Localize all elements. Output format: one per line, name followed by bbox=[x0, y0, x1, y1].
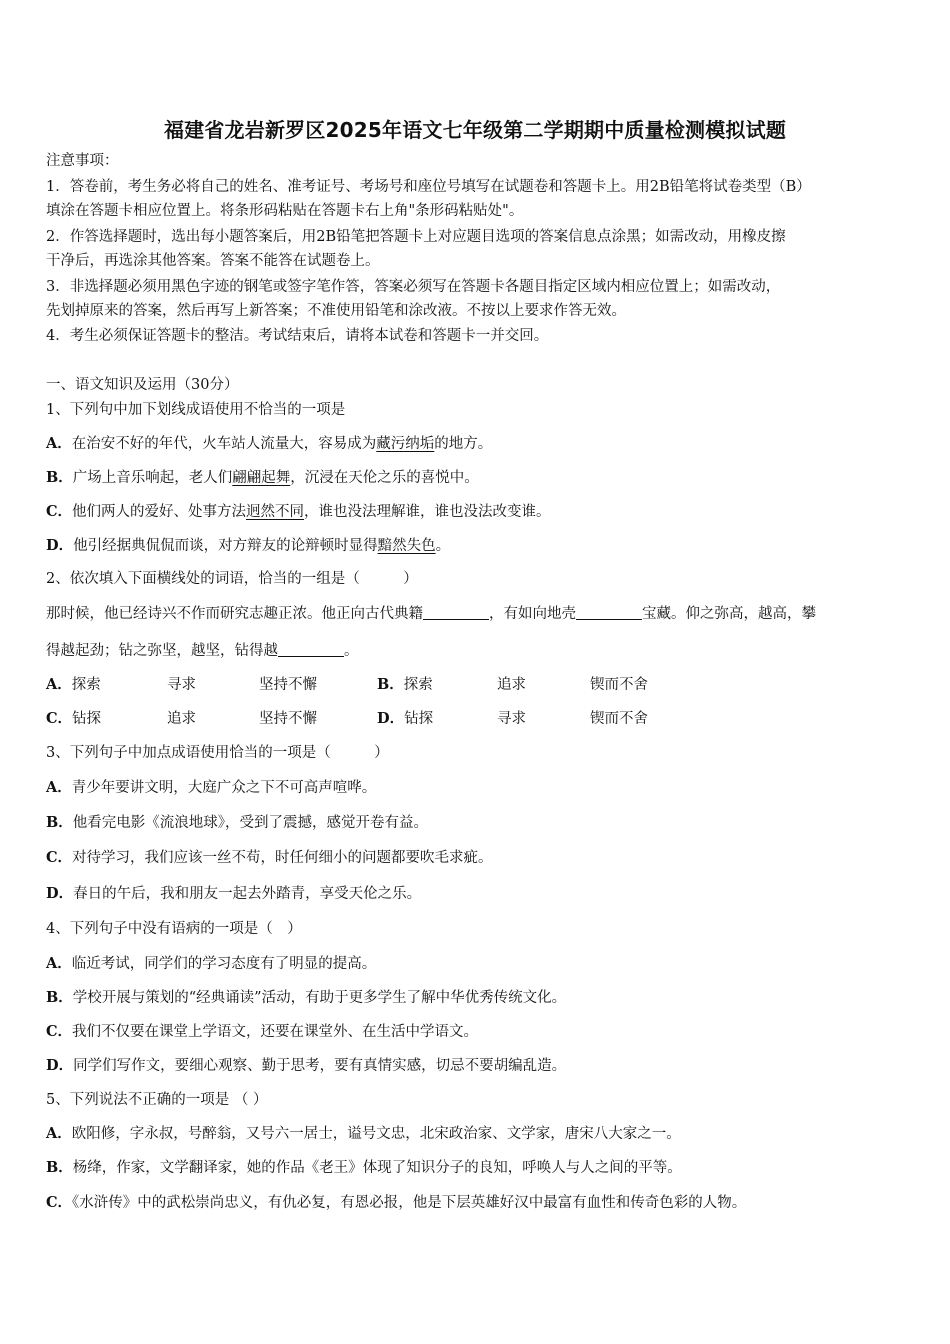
option-text: 。 bbox=[435, 538, 451, 554]
passage-text: 那时候，他已经诗兴不作而研究志趣正浓。他正向古代典籍 bbox=[46, 606, 423, 622]
option-text: 他们两人的爱好、处事方法 bbox=[72, 504, 247, 520]
question-3-option-d bbox=[46, 884, 421, 904]
option-text: 同学们写作文，要细心观察、勤于思考，要有真情实感，切忌不要胡编乱造。 bbox=[73, 1058, 567, 1074]
question-2-option-c bbox=[46, 709, 101, 729]
passage-text: ，有如向地壳 bbox=[489, 606, 576, 622]
option-text: 《水浒传》中的武松崇尚忠义，有仇必复，有恩必报，他是下层英雄好汉中最富有血性和传奇色彩的人物。 bbox=[72, 1195, 747, 1211]
option-text: 杨绛，作家，文学翻译家，她的作品《老王》体现了知识分子的良知，呼唤人与人之间的平等。 bbox=[72, 1160, 682, 1176]
option-letter: D． bbox=[46, 1057, 74, 1074]
notice-line: 2．作答选择题时，选出每小题答案后，用2B铅笔把答题卡上对应题目选项的答案信息点涂黑；如需改动，用橡皮擦 bbox=[46, 229, 786, 245]
option-word: 探索 bbox=[71, 677, 101, 693]
option-letter: D． bbox=[377, 710, 405, 727]
option-text: 我们不仅要在课堂上学语文，还要在课堂外、在生活中学语文。 bbox=[72, 1024, 479, 1040]
section-heading: 一、语文知识及运用（30分） bbox=[46, 377, 239, 393]
option-letter: B． bbox=[46, 469, 73, 486]
option-text: 的地方。 bbox=[434, 436, 493, 452]
option-letter: B． bbox=[46, 989, 73, 1006]
option-word: 寻求 bbox=[167, 677, 196, 693]
option-letter: A． bbox=[46, 435, 72, 452]
notice-line: 填涂在答题卡相应位置上。将条形码粘贴在答题卡右上角"条形码粘贴处"。 bbox=[46, 203, 524, 219]
question-3-option-b bbox=[46, 813, 428, 833]
notice-line: 3．非选择题必须用黑色字迹的钢笔或签字笔作答，答案必须写在答题卡各题目指定区域内相应位置上；如需改动， bbox=[46, 279, 781, 295]
option-letter: C． bbox=[46, 710, 73, 727]
fill-blank bbox=[423, 605, 489, 620]
option-letter: C． bbox=[46, 849, 73, 866]
question-5-stem: 5、下列说法不正确的一项是 （ ） bbox=[46, 1092, 268, 1108]
question-1-stem: 1、下列句中加下划线成语使用不恰当的一项是 bbox=[46, 402, 346, 418]
passage-text: 。 bbox=[344, 643, 359, 659]
fill-blank bbox=[278, 642, 344, 657]
question-5-option-c bbox=[46, 1193, 746, 1213]
notice-line: 干净后，再选涂其他答案。答案不能答在试题卷上。 bbox=[46, 253, 380, 269]
option-text: ，谁也没法理解谁，谁也没法改变谁。 bbox=[304, 504, 551, 520]
option-text: 对待学习，我们应该一丝不苟，时任何细小的问题都要吹毛求疵。 bbox=[72, 850, 493, 866]
option-word: 追求 bbox=[497, 677, 526, 693]
question-2-stem: 2、依次填入下面横线处的词语，恰当的一组是（ ） bbox=[46, 571, 418, 587]
option-letter: B． bbox=[46, 814, 73, 831]
question-1-option-c bbox=[46, 502, 551, 522]
option-letter: A． bbox=[46, 1125, 72, 1142]
option-text: 欧阳修，字永叔，号醉翁，又号六一居士，谥号文忠，北宋政治家、文学家，唐宋八大家之一。 bbox=[71, 1126, 681, 1142]
underlined-idiom: 翩翩起舞 bbox=[232, 470, 291, 486]
question-2-passage-line bbox=[46, 641, 359, 661]
question-5-option-b bbox=[46, 1158, 682, 1178]
option-letter: A． bbox=[46, 779, 72, 796]
question-2-option-b bbox=[377, 675, 433, 695]
option-word: 钻探 bbox=[404, 711, 434, 727]
question-5-option-a bbox=[46, 1124, 681, 1144]
option-word: 锲而不舍 bbox=[590, 677, 648, 693]
option-text: 学校开展与策划的“经典诵读”活动，有助于更多学生了解中华优秀传统文化。 bbox=[72, 990, 567, 1006]
question-2-passage-line bbox=[46, 604, 816, 624]
fill-blank bbox=[576, 605, 642, 620]
option-text: ，沉浸在天伦之乐的喜悦中。 bbox=[290, 470, 479, 486]
option-word: 坚持不懈 bbox=[259, 711, 317, 727]
option-word: 坚持不懈 bbox=[259, 677, 317, 693]
option-letter: C． bbox=[46, 1023, 73, 1040]
question-3-option-c bbox=[46, 848, 493, 868]
option-word: 追求 bbox=[167, 711, 196, 727]
question-1-option-b bbox=[46, 468, 479, 488]
option-letter: C． bbox=[46, 1194, 73, 1211]
question-1-option-a bbox=[46, 434, 492, 454]
question-4-stem: 4、下列句子中没有语病的一项是（ ） bbox=[46, 921, 302, 937]
question-2-option-a bbox=[46, 675, 101, 695]
underlined-idiom: 藏污纳垢 bbox=[376, 436, 435, 452]
notice-line: 1．答卷前，考生务必将自己的姓名、准考证号、考场号和座位号填写在试题卷和答题卡上。用2B铅笔将试卷类型（B） bbox=[46, 179, 811, 195]
option-text: 春日的午后，我和朋友一起去外踏青，享受天伦之乐。 bbox=[73, 886, 422, 902]
option-text: 青少年要讲文明，大庭广众之下不可高声喧哗。 bbox=[71, 780, 377, 796]
option-text: 临近考试，同学们的学习态度有了明显的提高。 bbox=[71, 956, 377, 972]
option-word: 钻探 bbox=[72, 711, 102, 727]
option-letter: C． bbox=[46, 503, 73, 520]
question-4-option-b bbox=[46, 988, 566, 1008]
notice-line: 先划掉原来的答案，然后再写上新答案；不准使用铅笔和涂改液。不按以上要求作答无效。 bbox=[46, 303, 626, 319]
option-word: 锲而不舍 bbox=[590, 711, 648, 727]
option-letter: B． bbox=[46, 1159, 73, 1176]
option-letter: D． bbox=[46, 885, 74, 902]
passage-text: 宝藏。仰之弥高，越高，攀 bbox=[642, 606, 816, 622]
underlined-idiom: 迥然不同 bbox=[246, 504, 305, 520]
option-text: 在治安不好的年代，火车站人流量大，容易成为 bbox=[71, 436, 377, 452]
option-text: 他看完电影《流浪地球》，受到了震撼，感觉开卷有益。 bbox=[72, 815, 429, 831]
question-3-stem: 3、下列句子中加点成语使用恰当的一项是（ ） bbox=[46, 745, 389, 761]
page-title: 福建省龙岩新罗区2025年语文七年级第二学期期中质量检测模拟试题 bbox=[163, 118, 787, 142]
passage-text: 得越起劲；钻之弥坚，越坚，钻得越 bbox=[46, 643, 278, 659]
underlined-idiom: 黯然失色 bbox=[377, 538, 436, 554]
notice-line: 4．考生必须保证答题卡的整洁。考试结束后，请将本试卷和答题卡一并交回。 bbox=[46, 328, 549, 344]
option-letter: B． bbox=[377, 676, 404, 693]
question-2-option-d bbox=[377, 709, 433, 729]
question-4-option-c bbox=[46, 1022, 478, 1042]
option-text: 广场上音乐响起，老人们 bbox=[72, 470, 233, 486]
notice-heading: 注意事项： bbox=[46, 153, 119, 169]
option-letter: A． bbox=[46, 955, 72, 972]
question-3-option-a bbox=[46, 778, 376, 798]
question-1-option-d bbox=[46, 536, 450, 556]
option-text: 他引经据典侃侃而谈，对方辩友的论辩顿时显得 bbox=[73, 538, 378, 554]
question-4-option-d bbox=[46, 1056, 566, 1076]
question-4-option-a bbox=[46, 954, 376, 974]
option-letter: A． bbox=[46, 676, 72, 693]
option-letter: D． bbox=[46, 537, 74, 554]
option-word: 寻求 bbox=[497, 711, 526, 727]
option-word: 探索 bbox=[403, 677, 433, 693]
